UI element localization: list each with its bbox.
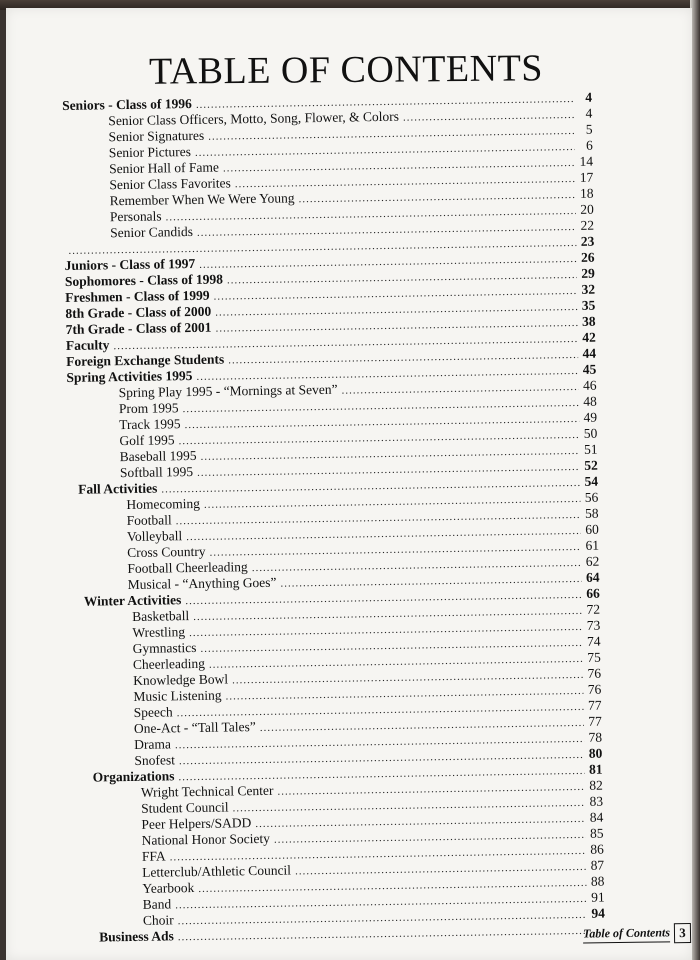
toc-page-number: 23 bbox=[580, 233, 595, 249]
toc-entry-label: Senior Signatures bbox=[108, 127, 205, 145]
toc-entry-label: Choir bbox=[142, 912, 174, 928]
toc-page-number: 51 bbox=[583, 441, 598, 457]
toc-page-number: 62 bbox=[585, 553, 600, 569]
footer-label: Table of Contents bbox=[583, 925, 670, 943]
toc-entry-label: Knowledge Bowl bbox=[133, 671, 229, 688]
toc-entry-label: Yearbook bbox=[142, 880, 195, 896]
toc-page-number: 87 bbox=[590, 857, 605, 873]
toc-entry-label: Softball 1995 bbox=[119, 463, 194, 481]
toc-entry-label: 7th Grade - Class of 2001 bbox=[65, 319, 212, 337]
toc-page-number: 61 bbox=[585, 537, 600, 553]
toc-entry-label: Senior Class Officers, Motto, Song, Flower, & Colors bbox=[108, 108, 400, 129]
toc-page-number: 4 bbox=[585, 89, 593, 105]
toc-page-number: 44 bbox=[582, 345, 597, 361]
toc-page-number: 52 bbox=[584, 457, 598, 473]
toc-page-number: 35 bbox=[581, 297, 596, 313]
toc-entry-label: Seniors - Class of 1996 bbox=[62, 95, 192, 113]
toc-entry-label: Senior Hall of Fame bbox=[108, 159, 220, 177]
toc-entry-label: Gymnastics bbox=[132, 639, 197, 656]
toc-page-number: 77 bbox=[588, 713, 602, 729]
toc-entry-label: Peer Helpers/SADD bbox=[141, 815, 252, 832]
toc-page-number: 56 bbox=[584, 489, 599, 505]
toc-page-number: 76 bbox=[587, 681, 602, 697]
toc-entry-label: Wright Technical Center bbox=[140, 782, 274, 800]
footer-page-number: 3 bbox=[674, 923, 691, 943]
toc-entry-label: Senior Class Favorites bbox=[109, 175, 231, 193]
toc-page-number: 20 bbox=[580, 201, 594, 217]
toc-page-number: 50 bbox=[583, 425, 598, 441]
toc-entry-label: Business Ads bbox=[99, 928, 174, 945]
toc-entry-label: Prom 1995 bbox=[118, 400, 179, 417]
toc-page-number: 64 bbox=[585, 569, 600, 585]
toc-page-number: 58 bbox=[584, 505, 599, 521]
toc-page-number: 45 bbox=[582, 361, 597, 377]
toc-entry-label: Faculty bbox=[65, 337, 110, 353]
toc-entry-label: Basketball bbox=[132, 608, 190, 624]
toc-entry-label: Cross Country bbox=[127, 543, 206, 561]
toc-entry-label: Musical - “Anything Goes” bbox=[127, 574, 277, 593]
toc-entry-label: Baseball 1995 bbox=[119, 447, 197, 465]
toc-page-number: 29 bbox=[581, 265, 595, 281]
toc-entry-label: Snofest bbox=[134, 752, 176, 768]
toc-page-number: 77 bbox=[587, 697, 602, 713]
toc-entry-label: Music Listening bbox=[133, 687, 222, 704]
toc-page-number: 17 bbox=[579, 169, 594, 185]
toc-entry-label: Football Cheerleading bbox=[127, 559, 248, 577]
toc-page-number: 76 bbox=[587, 665, 602, 681]
toc-page-number: 54 bbox=[584, 473, 599, 489]
toc-entry-label: Spring Activities 1995 bbox=[66, 367, 193, 385]
toc-page-number: 46 bbox=[582, 377, 597, 393]
toc-page-number: 73 bbox=[586, 617, 601, 633]
toc-page-number: 26 bbox=[580, 249, 595, 265]
toc-page-number: 4 bbox=[585, 105, 593, 121]
toc-page-number: 75 bbox=[587, 649, 601, 665]
toc-entry-label: Senior Pictures bbox=[108, 143, 192, 161]
toc-page-number: 60 bbox=[585, 521, 599, 537]
toc-entry-label: Student Council bbox=[141, 799, 229, 816]
toc-entry-label: Personals bbox=[109, 208, 162, 225]
toc-page-number: 81 bbox=[588, 761, 603, 777]
toc-entry-label: Freshmen - Class of 1999 bbox=[65, 287, 210, 305]
toc-entry-label: Drama bbox=[134, 736, 172, 752]
toc-page-number: 82 bbox=[589, 777, 603, 793]
toc-page-number: 83 bbox=[589, 793, 604, 809]
toc-page-number: 5 bbox=[585, 121, 593, 137]
toc-page-number: 88 bbox=[590, 873, 605, 889]
toc-entry-label: Senior Candids bbox=[110, 223, 194, 241]
page-footer bbox=[551, 923, 691, 945]
toc-page-number: 94 bbox=[591, 905, 605, 921]
toc-entry-label: One-Act - “Tall Tales” bbox=[133, 719, 256, 736]
toc-page-number: 74 bbox=[586, 633, 601, 649]
toc-entry-label: Sophomores - Class of 1998 bbox=[64, 271, 223, 289]
toc-entry-label: Football bbox=[126, 512, 172, 529]
toc-page-number: 84 bbox=[589, 809, 604, 825]
toc-page-number: 18 bbox=[579, 185, 594, 201]
toc-entry-label: Cheerleading bbox=[132, 655, 205, 672]
toc-page-number: 86 bbox=[590, 841, 604, 857]
toc-page-number: 42 bbox=[582, 329, 596, 345]
toc-entry-label: Track 1995 bbox=[119, 416, 181, 433]
page-title: TABLE OF CONTENTS bbox=[148, 47, 544, 93]
toc-entry-label: Homecoming bbox=[126, 495, 201, 513]
toc-entry-label: National Honor Society bbox=[141, 830, 271, 848]
toc-entry-label: Juniors - Class of 1997 bbox=[64, 255, 196, 273]
toc-entry-label: FFA bbox=[141, 848, 166, 864]
toc-list bbox=[62, 90, 605, 946]
toc-entry-label: 8th Grade - Class of 2000 bbox=[65, 303, 212, 321]
toc-entry-label: Speech bbox=[133, 704, 173, 720]
toc-entry-label: Organizations bbox=[92, 768, 175, 785]
toc-page-number: 91 bbox=[591, 889, 605, 905]
toc-entry-label: Volleyball bbox=[126, 528, 183, 545]
toc-entry-label: Foreign Exchange Students bbox=[66, 351, 225, 369]
document-page bbox=[6, 8, 692, 960]
toc-page-number: 32 bbox=[581, 281, 596, 297]
toc-page-number: 14 bbox=[579, 153, 594, 169]
toc-page-number: 78 bbox=[588, 729, 603, 745]
toc-page-number: 85 bbox=[589, 825, 604, 841]
toc-page-number: 72 bbox=[586, 601, 601, 617]
toc-entry-label: Letterclub/Athletic Council bbox=[142, 862, 292, 880]
toc-page-number: 22 bbox=[580, 217, 595, 233]
toc-page-number: 66 bbox=[586, 585, 600, 601]
toc-entry-label: Band bbox=[142, 896, 172, 912]
toc-entry-label: Spring Play 1995 - “Mornings at Seven” bbox=[118, 381, 338, 401]
toc-page-number: 49 bbox=[583, 409, 598, 425]
toc-entry-label: Golf 1995 bbox=[119, 432, 175, 449]
toc-entry-label: Wrestling bbox=[132, 624, 186, 640]
toc-page-number: 48 bbox=[583, 393, 597, 409]
toc-entry-label: Winter Activities bbox=[83, 592, 182, 609]
toc-entry-label: Fall Activities bbox=[78, 480, 158, 497]
toc-page-number: 38 bbox=[581, 313, 596, 329]
toc-page-number: 80 bbox=[588, 745, 603, 761]
toc-entry-label: Remember When We Were Young bbox=[109, 190, 295, 209]
toc-page-number: 6 bbox=[585, 137, 593, 153]
